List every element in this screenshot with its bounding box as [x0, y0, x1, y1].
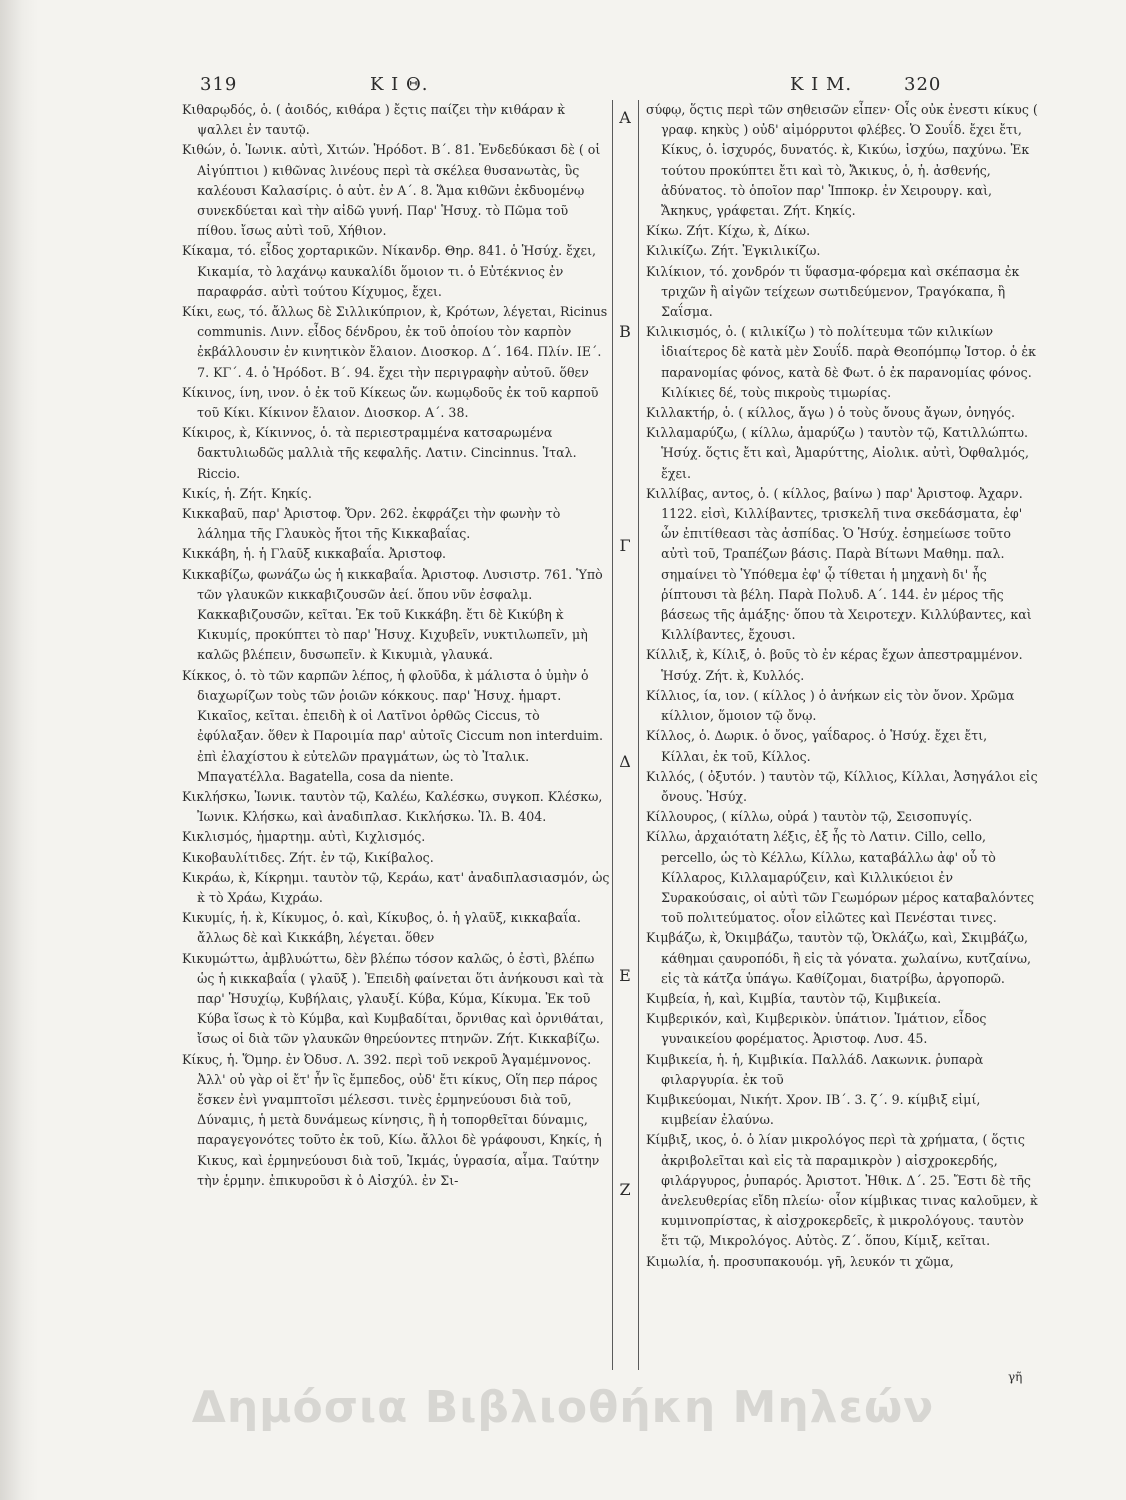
dictionary-entry: Κιμβικεύομαι, Νικήτ. Χρον. ΙΒ΄. 3. ζ΄. 9. κίμβιξ εἰμί, κιμβείαν ἐλαύνω.: [646, 1091, 981, 1128]
dictionary-entry: Κιλλός, ( ὀξυτόν. ) ταυτὸν τῷ, Κίλλιος, Κίλλαι, Ἀσηγάλοι εἰς ὄνους. Ἡσύχ.: [646, 768, 1038, 804]
left-column: [182, 100, 610, 1191]
right-column: [646, 100, 1038, 1272]
section-letter-alpha: Α: [619, 108, 631, 127]
dictionary-entry: Κικράω, κ̀, Κίκρημι. ταυτὸν τῷ, Κεράω, κατ' ἀναδιπλασιασμόν, ὡς κ̀ τὸ Χράω, Κιχράω.: [182, 869, 610, 905]
dictionary-entry: Κικίς, ἡ. Ζήτ. Κηκίς.: [182, 485, 312, 501]
dictionary-entry: Κίλλιος, ία, ιον. ( κίλλος ) ὁ ἀνήκων εἰς τὸν ὄνον. Χρῶμα κίλλιον, ὅμοιον τῷ ὄνῳ.: [646, 687, 1015, 724]
dictionary-entry: Κιμβάζω, κ̀, Ὀκιμβάζω, ταυτὸν τῷ, Ὀκλάζω, καὶ, Σκιμβάζω, κάθημαι ςαυροπόδι, ἢ εἰς τὰ γόνατα. χωλαίνω, κυτζαίνω, εἰς τὰ κάτζα ὑπάγω. Καθίζομαι, διατρίβω, ἀργοπορῶ.: [646, 930, 1032, 986]
dictionary-entry: Κιλλακτήρ, ὁ. ( κίλλος, ἄγω ) ὁ τοὺς ὄνους ἄγων, ὀνηγός.: [646, 405, 1016, 421]
section-letter-beta: Β: [619, 322, 631, 341]
right-running-head: Κ Ι Μ.: [790, 74, 853, 95]
dictionary-entry: Κίκινος, ίνη, ινον. ὁ ἐκ τοῦ Κίκεως ὤν. κωμῳδοῦς ἐκ τοῦ καρποῦ τοῦ Κίκι. Κίκινον ἔλαιον. Διοσκορ. Α΄. 38.: [182, 384, 599, 421]
dictionary-entry: Κιλικισμός, ὁ. ( κιλικίζω ) τὸ πολίτευμα τῶν κιλικίων ἰδιαίτερος δὲ κατὰ μὲν Σουΐδ. παρὰ Θεοπόμπῳ Ἱστορ. ὁ ἐκ παρανομίας φόνος, κατὰ δὲ Φωτ. ὁ ἐκ παρανομίας φόνος. Κιλίκιες δέ, τοὺς πικροὺς τιμωρίας.: [646, 324, 1036, 400]
section-letter-zeta: Ζ: [619, 1180, 631, 1199]
dictionary-entry: Κίλλουρος, ( κίλλω, οὐρά ) ταυτὸν τῷ, Σεισοπυγίς.: [646, 809, 973, 825]
dictionary-entry: Κιμβικεία, ἡ. ἡ, Κιμβικία. Παλλάδ. Λακωνικ. ῥυπαρὰ φιλαργυρία. ἐκ τοῦ: [646, 1051, 984, 1087]
library-watermark: Δημόσια Βιβλιοθήκη Μηλεών: [191, 1382, 935, 1433]
dictionary-entry: Κιλλίβας, αντος, ὁ. ( κίλλος, βαίνω ) παρ' Ἀριστοφ. Ἀχαρν. 1122. εἰσὶ, Κιλλίβαντες, τρισκελῆ τινα σκεδάσματα, ἐφ' ὧν ἐπιτίθεασι τὰς ἀσπίδας. Ὁ Ἡσύχ. ἐσημείωσε τοῦτο αὐτὶ τοῦ, Τραπέζων βάσις. Παρὰ Βίτωνι Μαθημ. παλ. σημαίνει τὸ Ὑπόθεμα ἐφ' ᾧ τίθεται ἡ μηχανὴ δι' ἧς ῥίπτουσι τὰ βέλη. Παρὰ Πολυδ. Α΄. 144. ἐν μέρος τῆς βάσεως τῆς ἁμάξης· ὅπου τὰ Χειροτεχν. Κιλλύβαντες, καὶ Κιλλίβαντες, ἔχουσι.: [646, 485, 1032, 643]
dictionary-entry: Κίλλιξ, κ̀, Κίλιξ, ὁ. βοῦς τὸ ἐν κέρας ἔχων ἀπεστραμμένον. Ἡσύχ. Ζήτ. κ̀, Κυλλός.: [646, 647, 1023, 683]
left-running-head: Κ Ι Θ.: [370, 74, 429, 95]
dictionary-entry: Κίκυς, ἡ. Ὅμηρ. ἐν Ὀδυσ. Λ. 392. περὶ τοῦ νεκροῦ Ἀγαμέμνονος. Ἀλλ' οὐ γὰρ οἱ ἔτ' ἦν ἲς ἔμπεδος, οὐδ' ἔτι κίκυς, Οἵη περ πάρος ἔσκεν ἐνὶ γναμπτοῖσι μέλεσσι. τινὲς ἑρμηνεύουσι διὰ τοῦ, Δύναμις, ἡ μετὰ δυνάμεως κίνησις, ἢ ἡ τοπορθεῖται δύναμις, παραγεγονότες τοῦτο ἐκ τοῦ, Κίω. ἄλλοι δὲ γράφουσι, Κηκίς, ἡ Κικυς, καὶ ἑρμηνεύουσι διὰ τοῦ, Ἰκμάς, ὑγρασία, αἷμα. Ταύτην τὴν ἑρμην. ἐπικυροῦσι κ̀ ὁ Αἰσχύλ. ἐν Σι-: [182, 1051, 602, 1188]
dictionary-entry: Κίμβιξ, ικος, ὁ. ὁ λίαν μικρολόγος περὶ τὰ χρήματα, ( ὅςτις ἀκριβολεῖται καὶ εἰς τὰ παραμικρὸν ) αἰσχροκερδής, φιλάργυρος, ῥυπαρός. Ἀριστοτ. Ἠθικ. Δ΄. 25. Ἔστι δὲ τῆς ἀνελευθερίας εἴδη πλείω· οἷον κίμβικας τινας καλοῦμεν, κ̀ κυμινοπρίστας, κ̀ αἰσχροκερδεῖς, κ̀ μικρολόγους. ταυτὸν ἔτι τῷ, Μικρολόγος. Αὐτὸς. Ζ΄. ὅπου, Κίμιξ, κεῖται.: [646, 1132, 1038, 1249]
column-rule-left: [612, 100, 613, 1370]
dictionary-entry: Κιμβερικόν, καὶ, Κιμβερικὸν. ὑπάτιον. Ἱμάτιον, εἶδος γυναικείου φορέματος. Ἀριστοφ. Λυσ. 45.: [646, 1011, 987, 1047]
dictionary-entry: Κικυμίς, ἡ. κ̀, Κίκυμος, ὁ. καὶ, Κίκυβος, ὁ. ἡ γλαῦξ, κικκαβαΐα. ἄλλως δὲ καὶ Κικκάβη, λέγεται. ὅθεν: [182, 910, 581, 946]
dictionary-entry: Κιλικίζω. Ζήτ. Ἐγκιλικίζω.: [646, 243, 821, 259]
section-letter-epsilon: Ε: [619, 966, 631, 985]
dictionary-entry: Κικκαβίζω, φωνάζω ὡς ἡ κικκαβαΐα. Ἀριστοφ. Λυσιστρ. 761. Ὑπὸ τῶν γλαυκῶν κικκαβιζουσῶν ἀεί. ὅπου νῦν ἐσφαλμ. Κακκαβιζουσῶν, κεῖται. Ἐκ τοῦ Κικκάβη. ἔτι δὲ Κικύβη κ̀ Κικυμίς, προκύπτει τὸ παρ' Ἡσυχ. Κιχυβεῖν, νυκτιλωπεῖν, μὴ καλῶς βλέπειν, δυσωπεῖν. κ̀ Κικυμιὰ, γλαυκά.: [182, 566, 603, 663]
right-page-number: 320: [904, 74, 942, 95]
left-page-number: 319: [200, 74, 238, 95]
dictionary-entry: Κίκω. Ζήτ. Κίχω, κ̀, Δίκω.: [646, 223, 811, 239]
dictionary-entry: Κίκκος, ὁ. τὸ τῶν καρπῶν λέπος, ἡ φλοῦδα, κ̀ μάλιστα ὁ ὑμὴν ὁ διαχωρίζων τοὺς τῶν ῥοιῶν κόκκους. παρ' Ἡσυχ. ἡμαρτ. Κικαῖος, κεῖται. ἐπειδὴ κ̀ οἱ Λατῖνοι ὀρθῶς Ciccus, τὸ ἐφύλαξαν. ὅθεν κ̀ Παροιμία παρ' αὐτοῖς Ciccum non interduim. ἐπὶ ἐλαχίστου κ̀ εὐτελῶν πραγμάτων, ὡς τὸ Ἰταλικ. Μπαγατέλλα. Bagatella, cosa da niente.: [182, 667, 603, 784]
dictionary-entry: Κικυμώττω, ἀμβλυώττω, δὲν βλέπω τόσον καλῶς, ὁ ἐστὶ, βλέπω ὡς ἡ κικκαβαΐα ( γλαῦξ ). Ἐπειδὴ φαίνεται ὅτι ἀνήκουσι καὶ τὰ παρ' Ἡσυχίῳ, Κυβήλαις, γλαυξί. Κύβα, Κύμα, Κίκυμα. Ἐκ τοῦ Κύβα ἴσως κ̀ τὸ Κύμβα, καὶ Κυμβαδίται, ὄρνιθας καὶ ὀρνιθάται, ἴσως οἱ διὰ τῶν γλαυκῶν θηρεύοντες πτηνῶν. Ζήτ. Κικκαβίζω.: [182, 950, 604, 1047]
dictionary-entry: Κίλλος, ὁ. Δωρικ. ὁ ὄνος, γαΐδαρος. ὁ Ἡσύχ. ἔχει ἔτι, Κίλλαι, ἐκ τοῦ, Κίλλος.: [646, 728, 988, 764]
dictionary-entry: Κιμβεία, ἡ, καὶ, Κιμβία, ταυτὸν τῷ, Κιμβικεία.: [646, 990, 942, 1006]
dictionary-entry: Κικλήσκω, Ἰωνικ. ταυτὸν τῷ, Καλέω, Καλέσκω, συγκοπ. Κλέσκω, Ἰωνικ. Κλήσκω, καὶ ἀναδιπλασ. Κικλήσκω. Ἰλ. Β. 404.: [182, 788, 603, 825]
running-header: [200, 74, 940, 100]
dictionary-entry: Κίλλω, ἀρχαιότατη λέξις, ἐξ ἧς τὸ Λατιν. Cillo, cello, percello, ὡς τὸ Κέλλω, Κίλλω, καταβάλλω ἀφ' οὗ τὸ Κίλλαρος, Κιλλαμαρύζειν, καὶ Κιλλικύειοι ἐν Συρακούσαις, οἱ αὐτὶ τῶν Γεωμόρων μέρος καταβαλόντες τοῦ πολιτεύματος. οἷον εἰλῶτες καὶ Πενέσται τινες.: [646, 829, 1035, 926]
dictionary-entry: Κιμωλία, ἡ. προσυπακουόμ. γῆ, λευκόν τι χῶμα,: [646, 1253, 954, 1269]
catchword: γῆ: [1008, 1370, 1023, 1384]
section-letter-gamma: Γ: [619, 536, 631, 555]
dictionary-entry: Κικλισμός, ἡμαρτημ. αὐτὶ, Κιχλισμός.: [182, 829, 426, 845]
dictionary-entry: Κίκι, εως, τό. ἄλλως δὲ Σιλλικύπριον, κ̀, Κρότων, λέγεται, Ricinus communis. Λινν. εἶδος δένδρου, ἐκ τοῦ ὁποίου τὸν καρπὸν ἐκβάλλουσιν ἐν κινητικὸν ἔλαιον. Διοσκορ. Δ΄. 164. Πλίν. ΙΕ΄. 7. ΚΓ΄. 4. ὁ Ἡρόδοτ. Β΄. 94. ἔχει τὴν περιγραφὴν αὐτοῦ. ὅθεν: [182, 304, 608, 380]
column-rule-right: [638, 100, 639, 1370]
dictionary-entry: Κικκάβη, ἡ. ἡ Γλαῦξ κικκαβαΐα. Ἀριστοφ.: [182, 546, 447, 562]
dictionary-entry: Κικοβαυλίτιδες. Ζήτ. ἐν τῷ, Κικίβαλος.: [182, 849, 434, 865]
dictionary-entry: Κιλλαμαρύζω, ( κίλλω, ἀμαρύζω ) ταυτὸν τῷ, Κατιλλώπτω. Ἡσύχ. ὅςτις ἔτι καὶ, Ἀμαρύττης, Αἰολικ. αὐτὶ, Ὀφθαλμός, ἔχει.: [646, 425, 1029, 481]
dictionary-entry: Κικκαβαῦ, παρ' Ἀριστοφ. Ὄρν. 262. ἐκφράζει τὴν φωνὴν τὸ λάλημα τῆς Γλαυκὸς ἤτοι τῆς Κικκαβαΐας.: [182, 506, 561, 542]
dictionary-entry: Κιλίκιον, τό. χονδρόν τι ὕφασμα-φόρεμα καὶ σκέπασμα ἐκ τριχῶν ἢ αἰγῶν τείχεων σωτιδεύμενον, Τραγόκαπα, ἢ Σαΐσμα.: [646, 263, 1020, 320]
dictionary-entry: Κίκιρος, κ̀, Κίκιννος, ὁ. τὰ περιεστραμμένα κατσαρωμένα δακτυλιωδῶς μαλλιὰ τῆς κεφαλῆς. Λατιν. Cincinnus. Ἰταλ. Riccio.: [182, 425, 577, 481]
page-binding-shadow: [0, 0, 38, 1500]
dictionary-entry: Κιθών, ὁ. Ἰωνικ. αὐτὶ, Χιτών. Ἡρόδοτ. Β΄. 81. Ἐνδεδύκασι δὲ ( οἱ Αἰγύπτιοι ) κιθῶνας λινέους περὶ τὰ σκέλεα θυσανωτὰς, ὓς καλέουσι Καλασίρις. ὁ αὐτ. ἐν Α΄. 8. Ἅμα κιθῶνι ἐκδυομένῳ συνεκδύεται καὶ τὴν αἰδῶ γυνή. Παρ' Ἡσυχ. τὸ Πῶμα τοῦ πίθου. ἴσως αὐτὶ τοῦ, Χήθιον.: [182, 142, 601, 239]
dictionary-entry: Κιθαρῳδός, ὁ. ( ἀοιδός, κιθάρα ) ἔςτις παίζει τὴν κιθάραν κ̀ ψαλλει ἐν ταυτῷ.: [182, 102, 566, 138]
dictionary-entry: σύφῳ, ὅςτις περὶ τῶν σηθεισῶν εἶπεν· Οἷς οὐκ ἐνεστι κίκυς ( γραφ. κηκὺς ) οὐδ' αἱμόρρυτοι φλέβες. Ὁ Σουΐδ. ἔχει ἔτι, Κίκυς, ὁ. ἰσχυρός, δυνατός. κ̀, Κικύω, ἰσχύω, παχύνω. Ἐκ τούτου προκύπτει ἔτι καὶ τὸ, Ἄκικυς, ὁ, ἡ. ἀσθενής, ἀδύνατος. τὸ ὁποῖον παρ' Ἱπποκρ. ἐν Χειρουργ. καὶ, Ἄκηκυς, γράφεται. Ζήτ. Κηκίς.: [646, 102, 1038, 219]
dictionary-entry: Κίκαμα, τό. εἶδος χορταρικῶν. Νίκανδρ. Θηρ. 841. ὁ Ἡσύχ. ἔχει, Κικαμία, τὸ λαχάνῳ καυκαλίδι ὅμοιον τι. ὁ Εὐτέκνιος ἐν παραφράσ. αὐτὶ τούτου Κίχυμος, ἔχει.: [182, 243, 597, 299]
section-letter-delta: Δ: [619, 752, 631, 771]
